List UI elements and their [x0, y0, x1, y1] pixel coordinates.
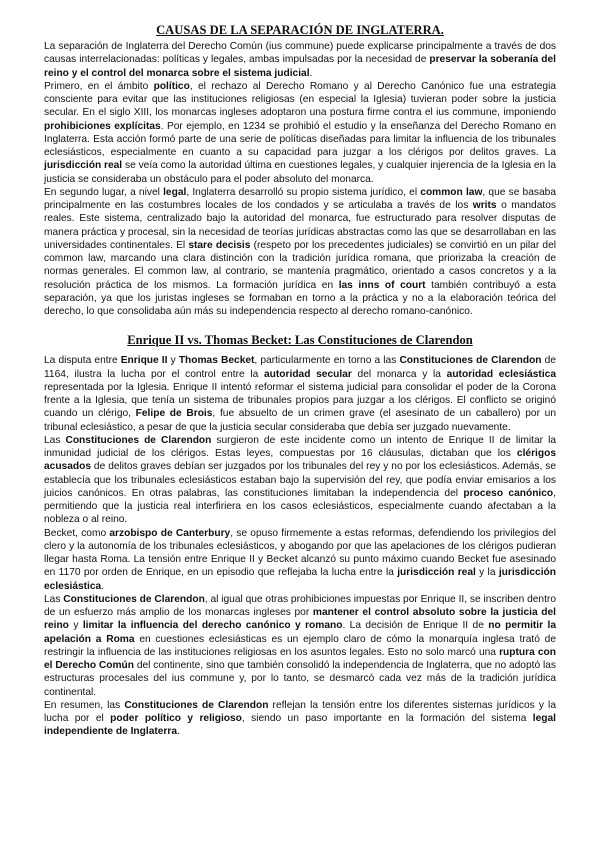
- bold-text: autoridad secular: [264, 368, 352, 380]
- bold-text: writs: [472, 200, 497, 211]
- section-causas: [44, 40, 556, 318]
- text: también contribuyó a esta separación, ya que los juristas ingleses se formaban en torno a la práctica y no a la elaboración teórica del derecho, lo que consolidaba aún más su independencia respecto al derecho romano-canónico.: [44, 279, 556, 317]
- bold-text: mantener el control absoluto sobre la justicia del reino: [44, 607, 556, 632]
- text: Las: [44, 593, 64, 605]
- text: Las: [44, 434, 66, 446]
- bold-text: arzobispo de Canterbury: [109, 527, 231, 539]
- text: o mandatos reales. Este sistema, centralizado bajo la autoridad del monarca, fue estructurado para resolver disputas de manera práctica y procesal, sin la necesidad de teorías jurídicas abstractas como las que se desarrollaban en las universidades continentales. El: [44, 200, 556, 251]
- paragraph: [44, 699, 556, 739]
- text: reflejan la tensión entre los diferentes sistemas jurídicos y la lucha por el: [44, 699, 556, 724]
- text: surgieron de este incidente como un intento de Enrique II de limitar la inmunidad judicial de los clérigos. Estas leyes, compuestas por 16 cláusulas, dictaban que los: [44, 434, 557, 459]
- bold-text: clérigos acusados: [44, 448, 556, 473]
- text: .: [309, 67, 313, 79]
- text: , se opuso firmemente a estas reformas, defendiendo los privilegios del clero y la autonomía de los tribunales eclesiásticos, y abogando por que las apelaciones de los clérigos pudieran llegar hasta Roma. La tensión entre Enrique II y Becket alcanzó su punto máximo cuando Becket fue asesinado en 1170 por orden de Enrique, en un episodio que reflejaba la lucha entre la: [44, 527, 556, 579]
- bold-text: Felipe de Brois: [135, 408, 213, 420]
- bold-text: autoridad eclesiástica: [446, 368, 556, 380]
- paragraph: [44, 80, 556, 186]
- document-page: [44, 22, 556, 739]
- text: , que se basaba principalmente en las costumbres locales de los condados y se articulaba a través de los: [44, 186, 556, 211]
- paragraph: [44, 527, 556, 593]
- text: y: [167, 355, 179, 367]
- paragraph: [44, 434, 556, 527]
- bold-text: político: [153, 80, 190, 92]
- bold-text: Constituciones de Clarendon: [399, 355, 542, 367]
- paragraph: [44, 593, 556, 699]
- bold-text: legal independiente de Inglaterra: [44, 713, 556, 738]
- text: del continente, sino que también consolidó la independencia de Inglaterra, que no adoptó las estructuras procesales del ius commune y, por lo tanto, se desmarcó cada vez más de la tradición jurídica continental.: [44, 660, 556, 698]
- text: Primero, en el ámbito: [44, 80, 154, 92]
- section-heading: Enrique II vs. Thomas Becket: Las Constituciones de Clarendon: [127, 333, 473, 348]
- bold-text: proceso canónico: [463, 487, 554, 499]
- bold-text: limitar la influencia del derecho canónico y romano: [82, 620, 343, 632]
- bold-text: jurisdicción real: [397, 567, 476, 579]
- text: Becket, como: [44, 527, 110, 539]
- bold-text: Constituciones de Clarendon: [63, 593, 205, 605]
- text: , Inglaterra desarrolló su propio sistema jurídico, el: [186, 186, 421, 198]
- bold-text: jurisdicción eclesiástica: [44, 567, 556, 592]
- text: en cuestiones eclesiásticas es un ejemplo claro de cómo la monarquía inglesa trató de restringir la influencia de las instituciones religiosas en los asuntos legales. Esto no solo marcó una: [44, 633, 557, 658]
- paragraph: [44, 40, 556, 80]
- text: , al igual que otras prohibiciones impuestas por Enrique II, se inscriben dentro de un esfuerzo más amplio de los monarcas ingleses por: [44, 593, 556, 618]
- bold-text: ruptura con el Derecho Común: [44, 646, 556, 671]
- bold-text: no permitir la apelación a Roma: [44, 620, 556, 645]
- bold-text: prohibiciones explícitas: [44, 120, 161, 132]
- text: de 1164, ilustra la lucha por el control entre la: [44, 355, 556, 380]
- text: , fue absuelto de un crimen grave (el asesinato de un caballero) por un tribunal eclesiástico, a pesar de que la justicia secular consideraba que debía ser juzgado nuevamente.: [44, 408, 556, 433]
- text: En resumen, las: [44, 699, 125, 711]
- text: se veía como la autoridad última en cuestiones legales, y cualquier injerencia de la Iglesia en la justicia se consideraba un obstáculo para el poder absoluto del monarca.: [44, 160, 556, 185]
- text: , permitiendo que la justicia real interfiriera en los casos eclesiásticos, especialmente cuando afectaban a la nobleza o al reino.: [44, 487, 556, 526]
- bold-text: preservar la soberanía del reino y el control del monarca sobre el sistema judicial: [44, 54, 557, 79]
- bold-text: las inns of court: [338, 279, 426, 291]
- text: representada por la Iglesia. Enrique II intentó reformar el sistema judicial para consolidar el poder de la Corona frente a la Iglesia, que tenía un sistema de tribunales propios para juzgar a los clérigos. El conflicto se originó cuando un clérigo,: [44, 381, 556, 420]
- bold-text: Thomas Becket: [178, 355, 255, 367]
- bold-text: Enrique II: [120, 355, 168, 367]
- bold-text: legal: [163, 186, 187, 198]
- text: de delitos graves debían ser juzgados por los tribunales del rey y no por los eclesiásticos. Además, se establecía que los tribunales eclesiásticos estaban bajo la supervisión del rey, que podía enviar emisarios a los juicios canónicos. En otras palabras, las constituciones limitaban la independencia del: [44, 461, 556, 499]
- text: . La decisión de Enrique II de: [342, 620, 489, 632]
- text: La disputa entre: [44, 355, 121, 367]
- text: La separación de Inglaterra del Derecho Común (ius commune) puede explicarse principalmente a través de dos causas interrelacionadas: políticas y legales, ambas impulsadas por la necesidad de: [44, 41, 556, 66]
- text: .: [101, 580, 105, 592]
- text: y: [68, 620, 83, 632]
- paragraph: [44, 354, 556, 434]
- text: y la: [475, 567, 499, 579]
- bold-text: Constituciones de Clarendon: [124, 699, 269, 711]
- document-title: CAUSAS DE LA SEPARACIÓN DE INGLATERRA.: [156, 23, 444, 37]
- section-clarendon: [44, 354, 556, 738]
- text: , el rechazo al Derecho Romano y al Derecho Canónico fue una estrategia consciente para evitar que las instituciones religiosas (en especial la Iglesia) tuvieran poder sobre la justicia secular. En el siglo XIII, los monarcas ingleses adoptaron una postura firme contra el ius commune, imponiendo: [44, 80, 556, 119]
- paragraph: [44, 186, 556, 319]
- text: , siendo un paso importante en la formación del sistema: [241, 713, 533, 724]
- bold-text: poder político y religioso: [110, 713, 242, 724]
- text: .: [177, 726, 180, 738]
- bold-text: Constituciones de Clarendon: [65, 434, 212, 446]
- text: (respeto por los precedentes judiciales) se convirtió en un pilar del common law, marcando una clara distinción con la tradición jurídica romana, que priorizaba la creación de normas generales. El common law, al contrario, se mantenía pragmático, orientado a casos concretos y a la resolución práctica de los mismos. La formación jurídica en: [44, 239, 556, 291]
- text: , particularmente en torno a las: [254, 355, 400, 367]
- bold-text: common law: [420, 186, 483, 198]
- text: En segundo lugar, a nivel: [44, 186, 164, 198]
- bold-text: jurisdicción real: [44, 160, 123, 172]
- text: del monarca y la: [351, 368, 447, 380]
- text: . Por ejemplo, en 1234 se prohibió el estudio y la enseñanza del Derecho Romano en Inglaterra. Esta acción formó parte de una serie de políticas diseñadas para limitar la influencia de los tribunales eclesiásticos, especialmente en cuanto a su capacidad para juzgar a los clérigos por delitos graves. La: [44, 120, 556, 158]
- bold-text: stare decisis: [188, 239, 251, 251]
